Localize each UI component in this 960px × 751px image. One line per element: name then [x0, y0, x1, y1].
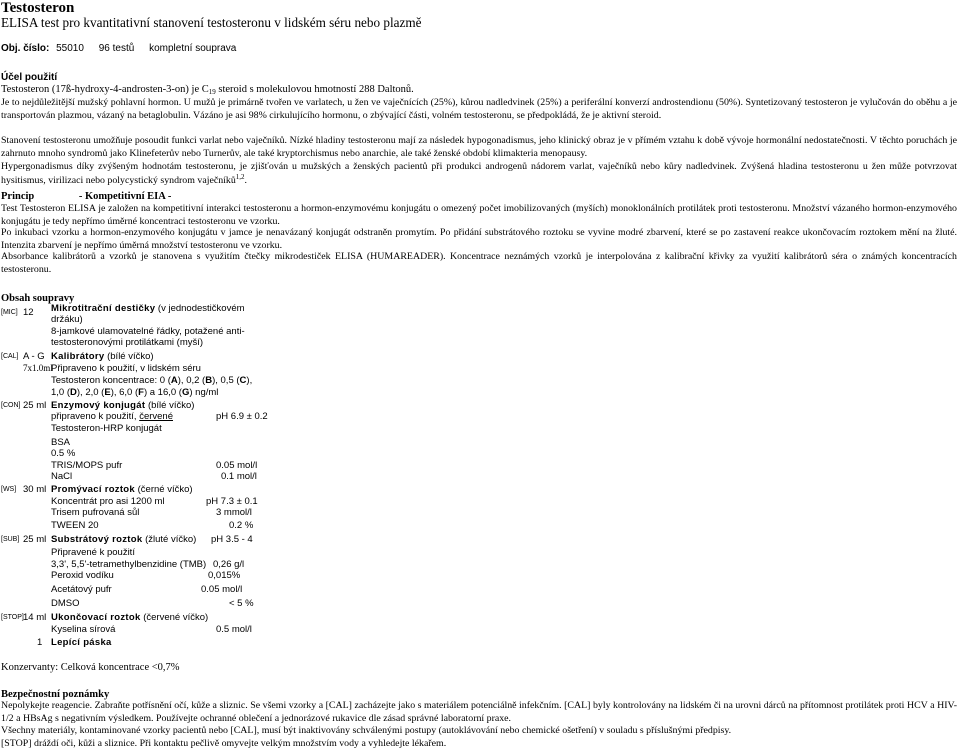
con-item-bsa: BSA	[51, 437, 71, 448]
catalog-label: Obj. číslo:	[1, 43, 50, 54]
contents-heading: Obsah soupravy	[1, 293, 75, 304]
ws-item-ph: pH 7.3 ± 0.1	[206, 496, 258, 507]
purpose-hyper-text: Hypergonadismus díky zvýšeným hodnotám testosteronu, je zjišťován u mužských a ženských pacientů při produkci androgenů nádorem varlat, vaječníků nebo kůry nadledvinek. Zvýšená hladina testosteronu u žen může potvrzovat hysitismus, virilizaci nebo polycystický syndrom vaječníků	[1, 161, 957, 186]
reagent-qty-ws: 30 ml	[23, 484, 47, 495]
reagent-desc-mic-3: 8-jamkové ulamovatelné řádky, potažené anti-	[51, 326, 245, 337]
reagent-desc-mic-2: držáku)	[51, 314, 83, 325]
reagent-qty-mic: 12	[23, 307, 34, 318]
page-subtitle: ELISA test pro kvantitativní stanovení testosteronu v lidském séru nebo plazmě	[1, 15, 422, 30]
reagent-qty-con: 25 ml	[23, 400, 47, 411]
reagent-name-ws: Promývací roztok	[51, 484, 135, 495]
insert-name: Lepící páska	[51, 637, 112, 648]
reagent-stop	[51, 612, 208, 623]
reagent-tag-con: [CON]	[1, 402, 21, 409]
reagent-tag-stop: [STOP]	[1, 614, 24, 621]
calibrator-concentrations-1: Testosteron koncentrace: 0 (A), 0,2 (B), 0,5 (C),	[51, 375, 253, 386]
con-item-buffer-value: 0.05 mol/l	[216, 460, 258, 471]
purpose-paragraph-diagnostics: Stanovení testosteronu umožňuje posoudit funkci varlat nebo vaječníků. Nízké hladiny testosteronu mají za následek hypogonadismus, jeho klinický obraz je v přímém vztahu k době vývoje hormonální nedostatečnosti. V těchto poruchách je zahrnuto mnoho syndromů jako Klinefeterův nebo Turnerův, ale také kryptorchismus nebo anarchie, ale také ženské období klimakteria menopausy.	[1, 135, 957, 159]
con-item-nacl-value: 0.1 mol/l	[221, 471, 257, 482]
principle-method: - Kompetitivní EIA -	[78, 191, 172, 202]
safety-paragraph-3: [STOP] dráždí oči, kůži a sliznice. Při kontaktu pečlivě omyvejte velkým množstvím vody a vyhledejte lékařem.	[1, 738, 447, 749]
reagent-tag-sub: [SUB]	[1, 536, 20, 543]
con-item-conjugate: Testosteron-HRP konjugát	[51, 423, 162, 434]
reagent-name-stop: Ukončovací roztok	[51, 612, 141, 623]
calibrator-concentrations-2: 1,0 (D), 2,0 (E), 6,0 (F) a 16,0 (G) ng/ml	[51, 387, 219, 398]
sub-item-acetate: Acetátový pufr	[51, 584, 112, 595]
purpose-subscript: 19	[208, 88, 216, 96]
reagent-vol-cal: 7x1.0ml	[23, 363, 53, 373]
reagent-name-sub: Substrátový roztok	[51, 534, 143, 545]
reagent-prep-con: připraveno k použití, červené	[51, 411, 173, 422]
principle-paragraph-1: Test Testosteron ELISA je založen na kompetitivní interakci testosteronu a hormon-enzymovému konjugátu o omezený počet imobilizovaných (myších) monoklonálních protilátek proti testosteronu. Množství vázaného hormon-enzymového konjugátu je tedy nepřímo úměrné koncentraci testosteronu ve vzorku.	[1, 203, 957, 227]
principle-label: Princip	[1, 191, 35, 202]
reagent-qty-sub: 25 ml	[23, 534, 47, 545]
ws-item-concentrate: Koncentrát pro asi 1200 ml	[51, 496, 165, 507]
purpose-hyper-end: .	[244, 174, 247, 186]
reagent-ws	[51, 484, 193, 495]
catalog-number: 55010	[56, 43, 84, 54]
reagent-name-con: Enzymový konjugát	[51, 400, 146, 411]
reagent-qty-stop: 14 ml	[23, 612, 47, 623]
ws-item-tris: Trisem pufrovaná sůl	[51, 507, 140, 518]
purpose-paragraph-hypergonadism	[1, 160, 957, 187]
sub-item-peroxide-value: 0,015%	[208, 570, 241, 581]
reagent-desc-cal: (bílé víčko)	[104, 351, 154, 362]
reagent-con	[51, 400, 194, 411]
stop-item-acid-value: 0.5 mol/l	[216, 624, 252, 635]
reagent-qty-cal: A - G	[23, 351, 45, 362]
principle-line	[1, 190, 171, 203]
insert-qty: 1	[37, 637, 43, 648]
ws-item-tween: TWEEN 20	[51, 520, 99, 531]
purpose-paragraph-hormone: Je to nejdůležitější mužský pohlavní hormon. U mužů je primárně tvořen ve varlatech, u žen ve vaječnících (25%), kůrou nadledvinek (25%) a periferální konverzí androstendionu (50%). Syntetizovaný testosteron je vylučován do oběhu a je transportován plazmou, vázaný na betaglobulin. Vázáno je asi 98% cirkulujícího hormonu, o zbývající části, volném testosteronu, se předpokládá, že je aktivní steroid.	[1, 97, 957, 121]
sub-item-dmso-value: < 5 %	[229, 598, 254, 609]
reagent-tag-ws: [WS]	[1, 486, 17, 493]
safety-paragraph-1: Nepolykejte reagencie. Zabraňte potřísnění očí, kůže a sliznic. Se všemi vzorky a [CAL] zacházejte jako s materiálem potenciálně infekčním. [CAL] byly kontrolovány na lidském či na urovni dárců na přítomnost protilátek proti HCV a HIV-1/2 a HBsAg s negativním výsledkem. Používejte ochranné oblečení a jednorázové rukavice dle zásad správné laboratorní praxe.	[1, 700, 957, 724]
con-item-bsa-value: 0.5 %	[51, 448, 76, 459]
sub-item-tmb-value: 0,26 g/l	[213, 559, 245, 570]
reagent-ph-sub: pH 3.5 - 4	[211, 534, 253, 545]
page-title: Testosteron	[1, 0, 75, 16]
principle-paragraph-2: Po inkubaci vzorku a hormon-enzymového konjugátu v jamce je nenavázaný konjugát odstraněn promytím. Po přidání substrátového roztoku se vyvine modré zbarvení, které se po zastavení reakce ukončovacím roztokem mění na žluté. Intenzita zbarvení je nepřímo úměrná množství testosteronu ve vzorku.	[1, 227, 957, 251]
con-item-buffer: TRIS/MOPS pufr	[51, 460, 123, 471]
reagent-tag-mic: [MIC]	[1, 309, 18, 316]
sub-item-acetate-value: 0.05 mol/l	[201, 584, 243, 595]
purpose-heading: Účel použití	[1, 72, 58, 83]
reagent-desc-mic: (v jednodestičkovém	[155, 303, 245, 314]
reagent-desc-ws: (černé víčko)	[135, 484, 193, 495]
purpose-reference: 1,2	[235, 172, 245, 181]
reagent-cal	[51, 351, 154, 362]
purpose-line-1-tail: steroid s molekulovou hmotností 288 Daltonů.	[215, 84, 414, 95]
reagent-sub	[51, 534, 196, 545]
ws-item-tris-value: 3 mmol/l	[216, 507, 252, 518]
reagent-name-mic: Mikrotitrační destičky	[51, 303, 156, 314]
ws-item-tween-value: 0.2 %	[229, 520, 254, 531]
reagent-ph-con: pH 6.9 ± 0.2	[216, 411, 268, 422]
reagent-desc-mic-4: testosteronovými protilátkami (myší)	[51, 337, 204, 348]
kit-type: kompletní souprava	[149, 43, 237, 54]
reagent-desc-con: (bílé víčko)	[145, 400, 195, 411]
sub-item-tmb: 3,3', 5,5'-tetramethylbenzidine (TMB)	[51, 559, 207, 570]
safety-heading: Bezpečnostní poznámky	[1, 689, 110, 700]
reagent-prep-cal: Připraveno k použití, v lidském séru	[51, 363, 201, 374]
purpose-line-1	[1, 83, 414, 96]
preservative-note: Konzervanty: Celková koncentrace <0,7%	[1, 662, 180, 673]
stop-item-acid: Kyselina sírová	[51, 624, 116, 635]
catalog-line	[1, 42, 236, 55]
reagent-desc-stop: (červené víčko)	[140, 612, 209, 623]
test-count: 96 testů	[98, 43, 135, 54]
safety-paragraph-2: Všechny materiály, kontaminované vzorky pacientů nebo [CAL], musí být inaktivovány schválenými postupy (autoklávování nebo chemické ošetření) v souladu s příslušnými předpisy.	[1, 725, 732, 736]
sub-item-peroxide: Peroxid vodíku	[51, 570, 114, 581]
reagent-mic	[51, 303, 245, 314]
principle-paragraph-3: Absorbance kalibrátorů a vzorků je stanovena s využitím čtečky mikrodestiček ELISA (HUMAREADER). Koncentrace neznámých vzorků je interpolována z kalibrační křivky za využití kalibrátorů séra o známých koncentracích testosteronu.	[1, 251, 957, 275]
reagent-tag-cal: [CAL]	[1, 353, 19, 360]
reagent-name-cal: Kalibrátory	[51, 351, 105, 362]
con-item-nacl: NaCl	[51, 471, 73, 482]
sub-item-dmso: DMSO	[51, 598, 80, 609]
purpose-line-1-text: Testosteron (17ß-hydroxy-4-androsten-3-on) je C	[1, 84, 209, 95]
sub-item-ready: Připravené k použití	[51, 547, 135, 558]
reagent-desc-sub: (žluté víčko)	[142, 534, 197, 545]
